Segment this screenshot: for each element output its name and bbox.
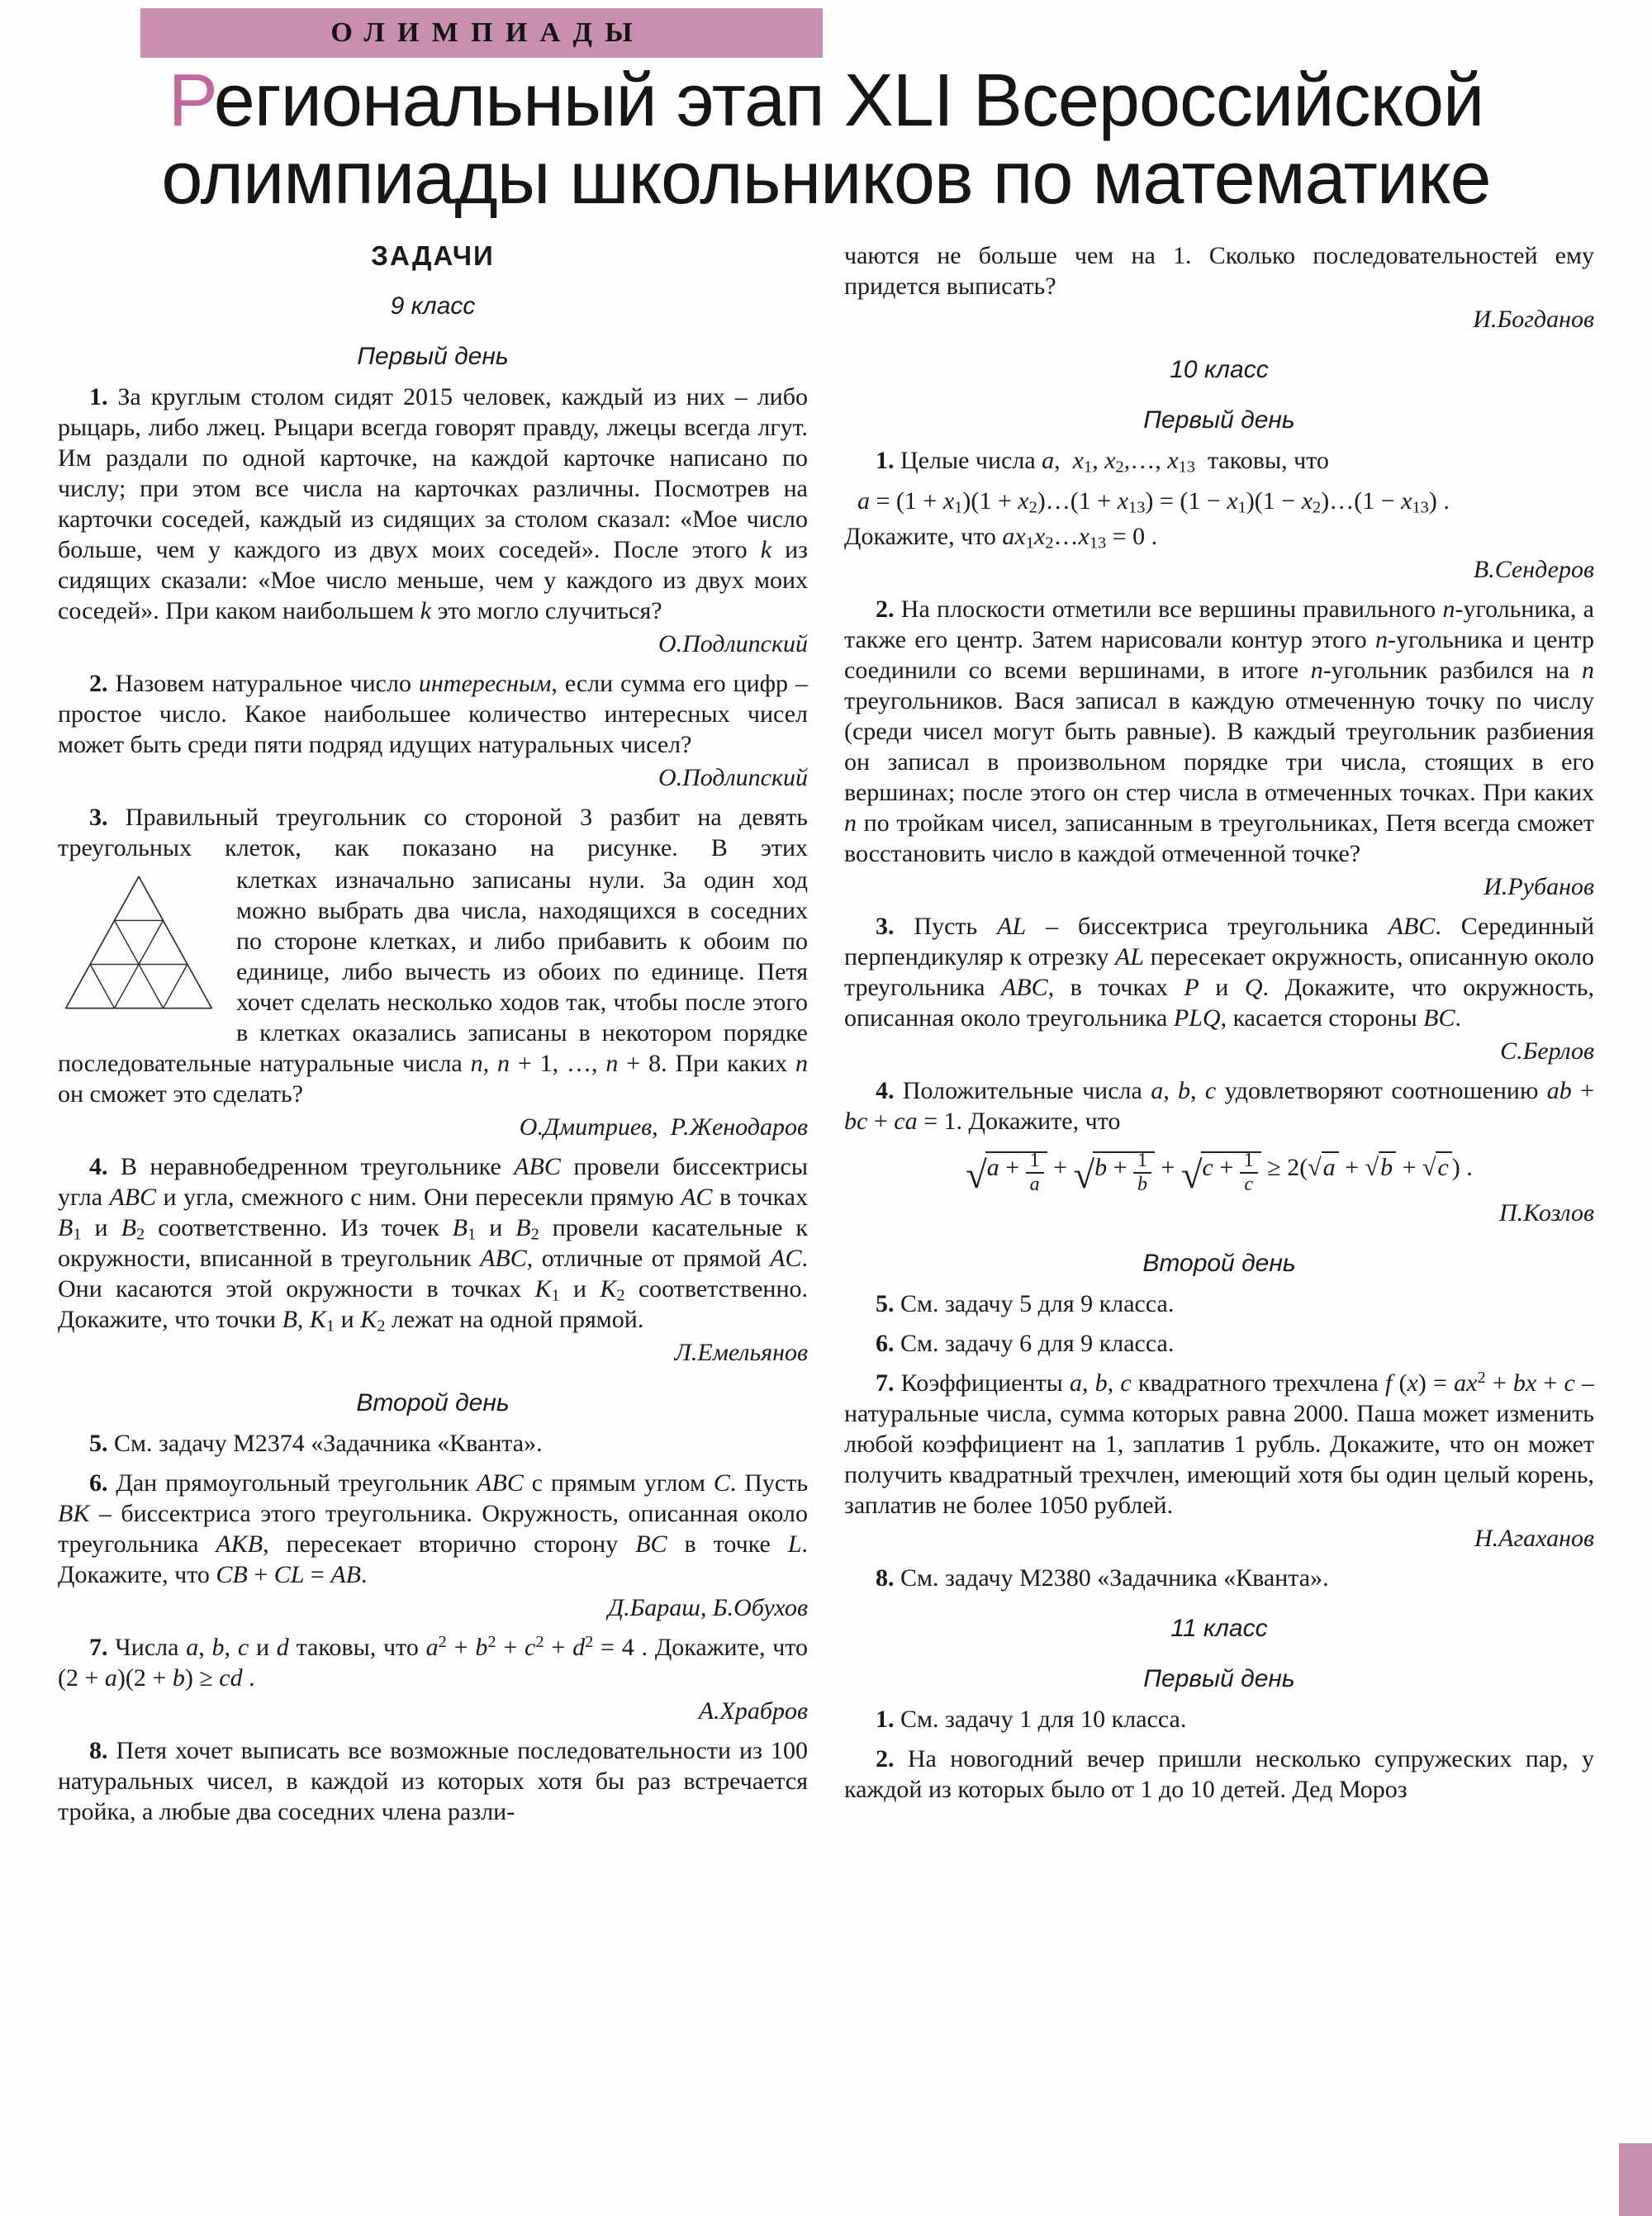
page-corner-marker — [1619, 2143, 1652, 2216]
grade-11-heading: 11 класс — [1170, 1615, 1268, 1643]
olympiads-section-band — [140, 8, 823, 58]
problem-10-2: 2. На плоскости отметили все вершины правильного n-угольника, а также его центр. Затем нарисовали контур этого n-угольника и центр соединили со всеми вершинами, в итоге n-угольник разбился на n треугольников. Вася записал в каждую отмеченную точку по числу (среди чисел могут быть равные). В каждый треугольник разбиения он записал в произвольном порядке три числа, стоящих в его вершинах; после этого он стер числа в отмеченных точках. При каких n по тройкам чисел, записанным в треугольниках, Петя всегда сможет восстановить число в каждой отмеченной точке? — [844, 596, 1594, 868]
problem-10-3: 3. Пусть AL – биссектриса треугольника ABC. Серединный перпендикуляр к отрезку AL пересекает окружность, описанную около треугольника ABC, в точках P и Q. Докажите, что окружность, описанная около треугольника PLQ, касается стороны BC. — [844, 913, 1594, 1032]
author-line: О.Дмитриев, Р.Женодаров — [519, 1113, 808, 1141]
problem-10-5: 5. См. задачу 5 для 9 класса. — [876, 1290, 1175, 1318]
problem-9-8-continued: чаются не больше чем на 1. Сколько последовательностей ему придется выписать? — [844, 242, 1594, 301]
problems-heading: ЗАДАЧИ — [371, 240, 495, 272]
content-columns — [0, 217, 1652, 1827]
problem-9-1: 1. За круглым столом сидят 2015 человек, каждый из них – либо рыцарь, либо лжец. Рыцари всегда говорят правду, лжецы всегда лгут. Им раздали по одной карточке, на каждой карточке написано по числу; при этом все числа на карточках различны. Посмотрев на карточки соседей, каждый из сидящих за столом сказал: «Мое число больше, чем у каждого из двух моих соседей». После этого k из сидящих сказали: «Мое число меньше, чем у каждого из двух моих соседей». При каком наибольшем k это могло случиться? — [58, 383, 808, 625]
problem-10-4: 4. Положительные числа a, b, c удовлетворяют соотношению ab + bc + ca = 1. Докажите, что — [844, 1077, 1595, 1136]
problem-9-2: 2. Назовем натуральное число интересным, если сумма его цифр – простое число. Какое наибольшее количество интересных чисел может быть среди пяти подряд идущих натуральных чисел? — [58, 670, 808, 759]
page-title-line-1 — [0, 59, 1652, 142]
problem-11-2: 2. На новогодний вечер пришли несколько супружеских пар, у каждой из которых было от 1 до 10 детей. Дед Мороз — [844, 1745, 1594, 1804]
problem-10-1: 1. Целые числа a, $x_1$, $x_2,\dots$, $x_{13}$ таковы, что — [876, 447, 1329, 477]
grade-9-day-1-heading: Первый день — [357, 343, 509, 371]
author-line: Д.Бараш, Б.Обухов — [608, 1594, 808, 1622]
grade-10-day-1-heading: Первый день — [1143, 406, 1295, 434]
author-line: В.Сендеров — [1473, 556, 1594, 584]
problem-text: клетках изначально записаны нули. За один ход можно выбрать два числа, находящихся в соседних по стороне клетках, и либо прибавить к обоим по единице, либо вычесть из обоих по единице. Петя хочет сделать несколько ходов так, чтобы после этого в клетках оказались записаны в некотором порядке последовательные натуральные числа n, n + 1, …, n + 8. При каких n он сможет это сделать? — [58, 866, 808, 1108]
problem-9-3-intro: 3. Правильный треугольник со стороной 3 разбит на девять треугольных клеток, как показано на рисунке. В этих — [58, 804, 808, 862]
section-band-label: ОЛИМПИАДЫ — [330, 17, 645, 48]
problem-10-1-conclusion: Докажите, что $ax_1x_2\dots x_{13} = 0$ . — [844, 523, 1158, 553]
author-line: О.Подлипский — [657, 764, 808, 792]
problem-9-4: 4. В неравнобедренном треугольнике ABC провели биссектрисы угла ABC и угла, смежного с ним. Они пересекли прямую AC в точках $B_1$ и $B_2$ соответственно. Из точек $B_1$ и $B_2$ провели касательные к окружности, вписанной в треугольник ABC, отличные от прямой AC. Они касаются этой окружности в точках $K_1$ и $K_2$ соответственно. Докажите, что точки B, $K_1$ и $K_2$ лежат на одной прямой. — [58, 1153, 809, 1336]
problem-9-6: 6. Дан прямоугольный треугольник ABC с прямым углом C. Пусть BK – биссектриса этого треугольника. Окружность, описанная около треугольника AKB, пересекает вторично сторону BC в точке L. Докажите, что CB + CL = AB. — [58, 1469, 808, 1589]
title-accent-letter: Р — [168, 59, 214, 142]
author-line: Н.Агаханов — [1474, 1525, 1594, 1553]
grade-10-heading: 10 класс — [1170, 356, 1269, 384]
author-line: С.Берлов — [1500, 1037, 1594, 1065]
problem-11-1: 1. См. задачу 1 для 10 класса. — [876, 1706, 1187, 1734]
page-title-line-2: олимпиады школьников по математике — [161, 136, 1491, 220]
title-line-1-rest: егиональный этап XLI Всероссийской — [213, 59, 1484, 142]
triangle-grid-figure — [59, 871, 218, 1013]
author-line: А.Храбров — [698, 1697, 808, 1725]
problem-10-6: 6. См. задачу 6 для 9 класса. — [876, 1330, 1175, 1358]
problem-9-8: 8. Петя хочет выписать все возможные последовательности из 100 натуральных чисел, в каждой из которых хотя бы раз встречается тройка, а любые два соседних члена разли- — [58, 1737, 808, 1826]
problem-10-1-formula: $a = (1 + x_1)(1$ + $x_2)\dots(1 + x_{13}) = (1 - x_1)(1$ − $x_2)\dots(1 - x_{13})$ . — [857, 487, 1450, 517]
author-line: И.Рубанов — [1483, 873, 1594, 901]
left-column — [58, 240, 808, 1827]
problem-10-7: 7. Коэффициенты a, b, c квадратного трехчлена f $(x) = ax^2$ + bx + c – натуральные числа, сумма которых равна 2000. Паша может изменить любой коэффициент на 1, заплатив 1 рубль. Докажите, что он может получить квадратный трехчлен, имеющий хотя бы один целый корень, заплатив не более 1050 рублей. — [844, 1369, 1595, 1520]
problem-10-8: 8. См. задачу М2380 «Задачника «Кванта». — [876, 1564, 1329, 1592]
problem-10-4-formula: √a + $\frac{1}{a}$ + √b + $\frac{1}{b}$ + √c + $\frac{1}{c}$ ≥ 2(√a + √b + √c ) . — [966, 1150, 1473, 1198]
right-column — [844, 240, 1594, 1827]
problem-9-5: 5. См. задачу М2374 «Задачника «Кванта». — [89, 1430, 543, 1458]
grade-10-day-2-heading: Второй день — [1142, 1250, 1296, 1278]
grade-9-heading: 9 класс — [390, 292, 476, 320]
author-line: О.Подлипский — [657, 630, 808, 658]
grade-9-day-2-heading: Второй день — [356, 1389, 510, 1417]
grade-11-day-1-heading: Первый день — [1143, 1665, 1295, 1693]
problem-9-3-body — [58, 865, 808, 1109]
author-line: Л.Емельянов — [674, 1339, 808, 1367]
author-line: И.Богданов — [1473, 306, 1594, 334]
author-line: П.Козлов — [1499, 1199, 1594, 1227]
problem-9-7: 7. Числа a, b, c и d таковы, что $a^2 + b^2 + c^2 + d^2 = 4$ . Докажите, что (2 + a)(2 + b) ≥ cd . — [58, 1633, 809, 1692]
